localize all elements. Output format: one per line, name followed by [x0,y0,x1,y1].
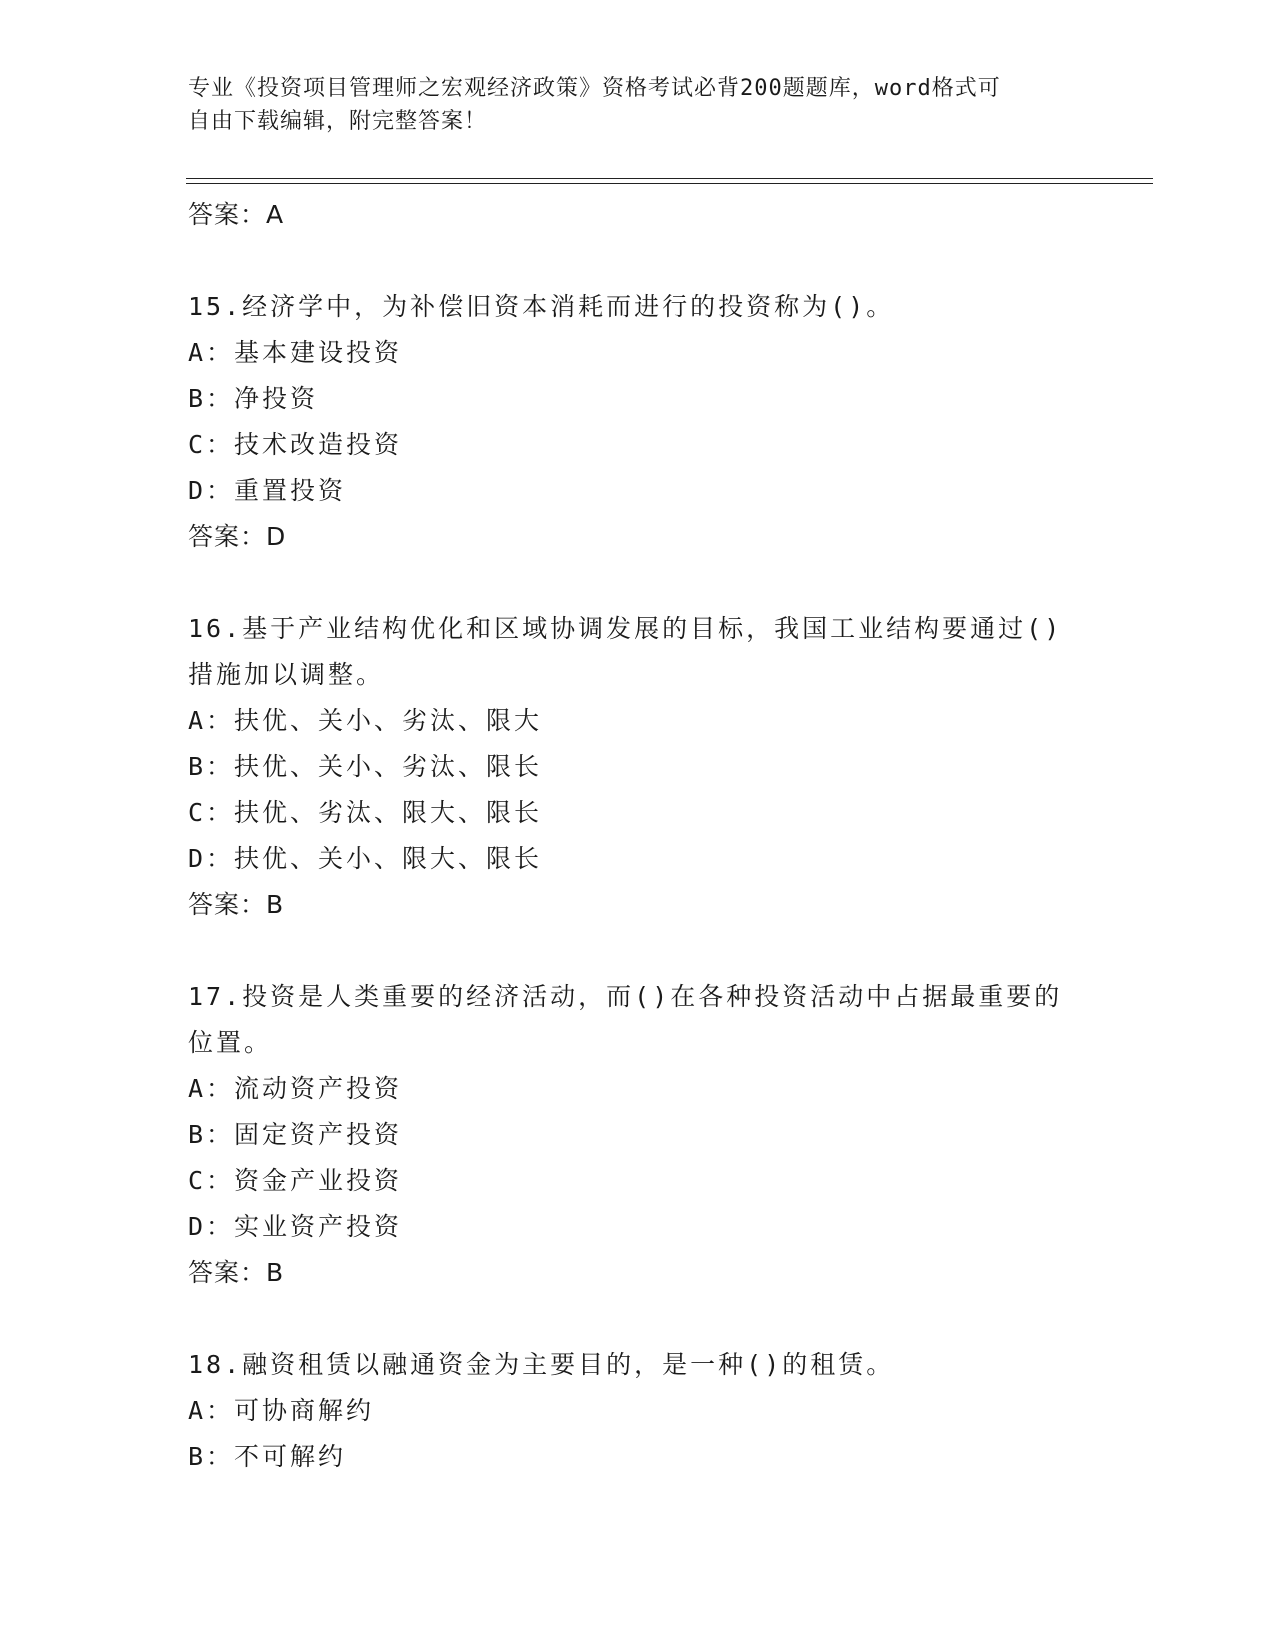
document-header [188,72,1068,138]
spacer [188,928,1088,974]
header-divider-bottom [186,183,1153,184]
option-b: B：固定资产投资 [188,1120,403,1149]
option-c: C：扶优、劣汰、限大、限长 [188,798,543,827]
option-a: A：扶优、关小、劣汰、限大 [188,706,543,735]
option-d: D：重置投资 [188,476,347,505]
spacer [188,238,1088,284]
option-b: B：不可解约 [188,1442,347,1471]
option-d: D：实业资产投资 [188,1212,403,1241]
option-a: A：可协商解约 [188,1396,375,1425]
spacer [188,560,1088,606]
header-line-2: 自由下载编辑，附完整答案！ [188,109,488,134]
header-line-1: 专业《投资项目管理师之宏观经济政策》资格考试必背200题题库，word格式可 [188,76,1001,101]
header-divider-top [186,178,1153,179]
option-a: A：基本建设投资 [188,338,403,367]
option-a: A：流动资产投资 [188,1074,403,1103]
option-b: B：净投资 [188,384,319,413]
spacer [188,1296,1088,1342]
question-stem: 17.投资是人类重要的经济活动，而()在各种投资活动中占据最重要的 [188,982,1063,1011]
answer-line: 答案：D [188,522,287,551]
question-block [188,1342,1088,1480]
option-d: D：扶优、关小、限大、限长 [188,844,543,873]
question-block [188,284,1088,560]
question-block [188,606,1088,928]
answer-line: 答案：B [188,890,285,919]
option-c: C：技术改造投资 [188,430,403,459]
question-stem-continued: 措施加以调整。 [188,660,385,689]
question-stem: 16.基于产业结构优化和区域协调发展的目标，我国工业结构要通过() [188,614,1063,643]
answer-line: 答案：B [188,1258,285,1287]
option-b: B：扶优、关小、劣汰、限长 [188,752,543,781]
question-list [188,192,1088,1480]
question-stem: 15.经济学中，为补偿旧资本消耗而进行的投资称为()。 [188,292,895,321]
question-block [188,974,1088,1296]
answer-line: 答案：A [188,200,285,229]
question-stem: 18.融资租赁以融通资金为主要目的，是一种()的租赁。 [188,1350,895,1379]
question-stem-continued: 位置。 [188,1028,273,1057]
option-c: C：资金产业投资 [188,1166,403,1195]
